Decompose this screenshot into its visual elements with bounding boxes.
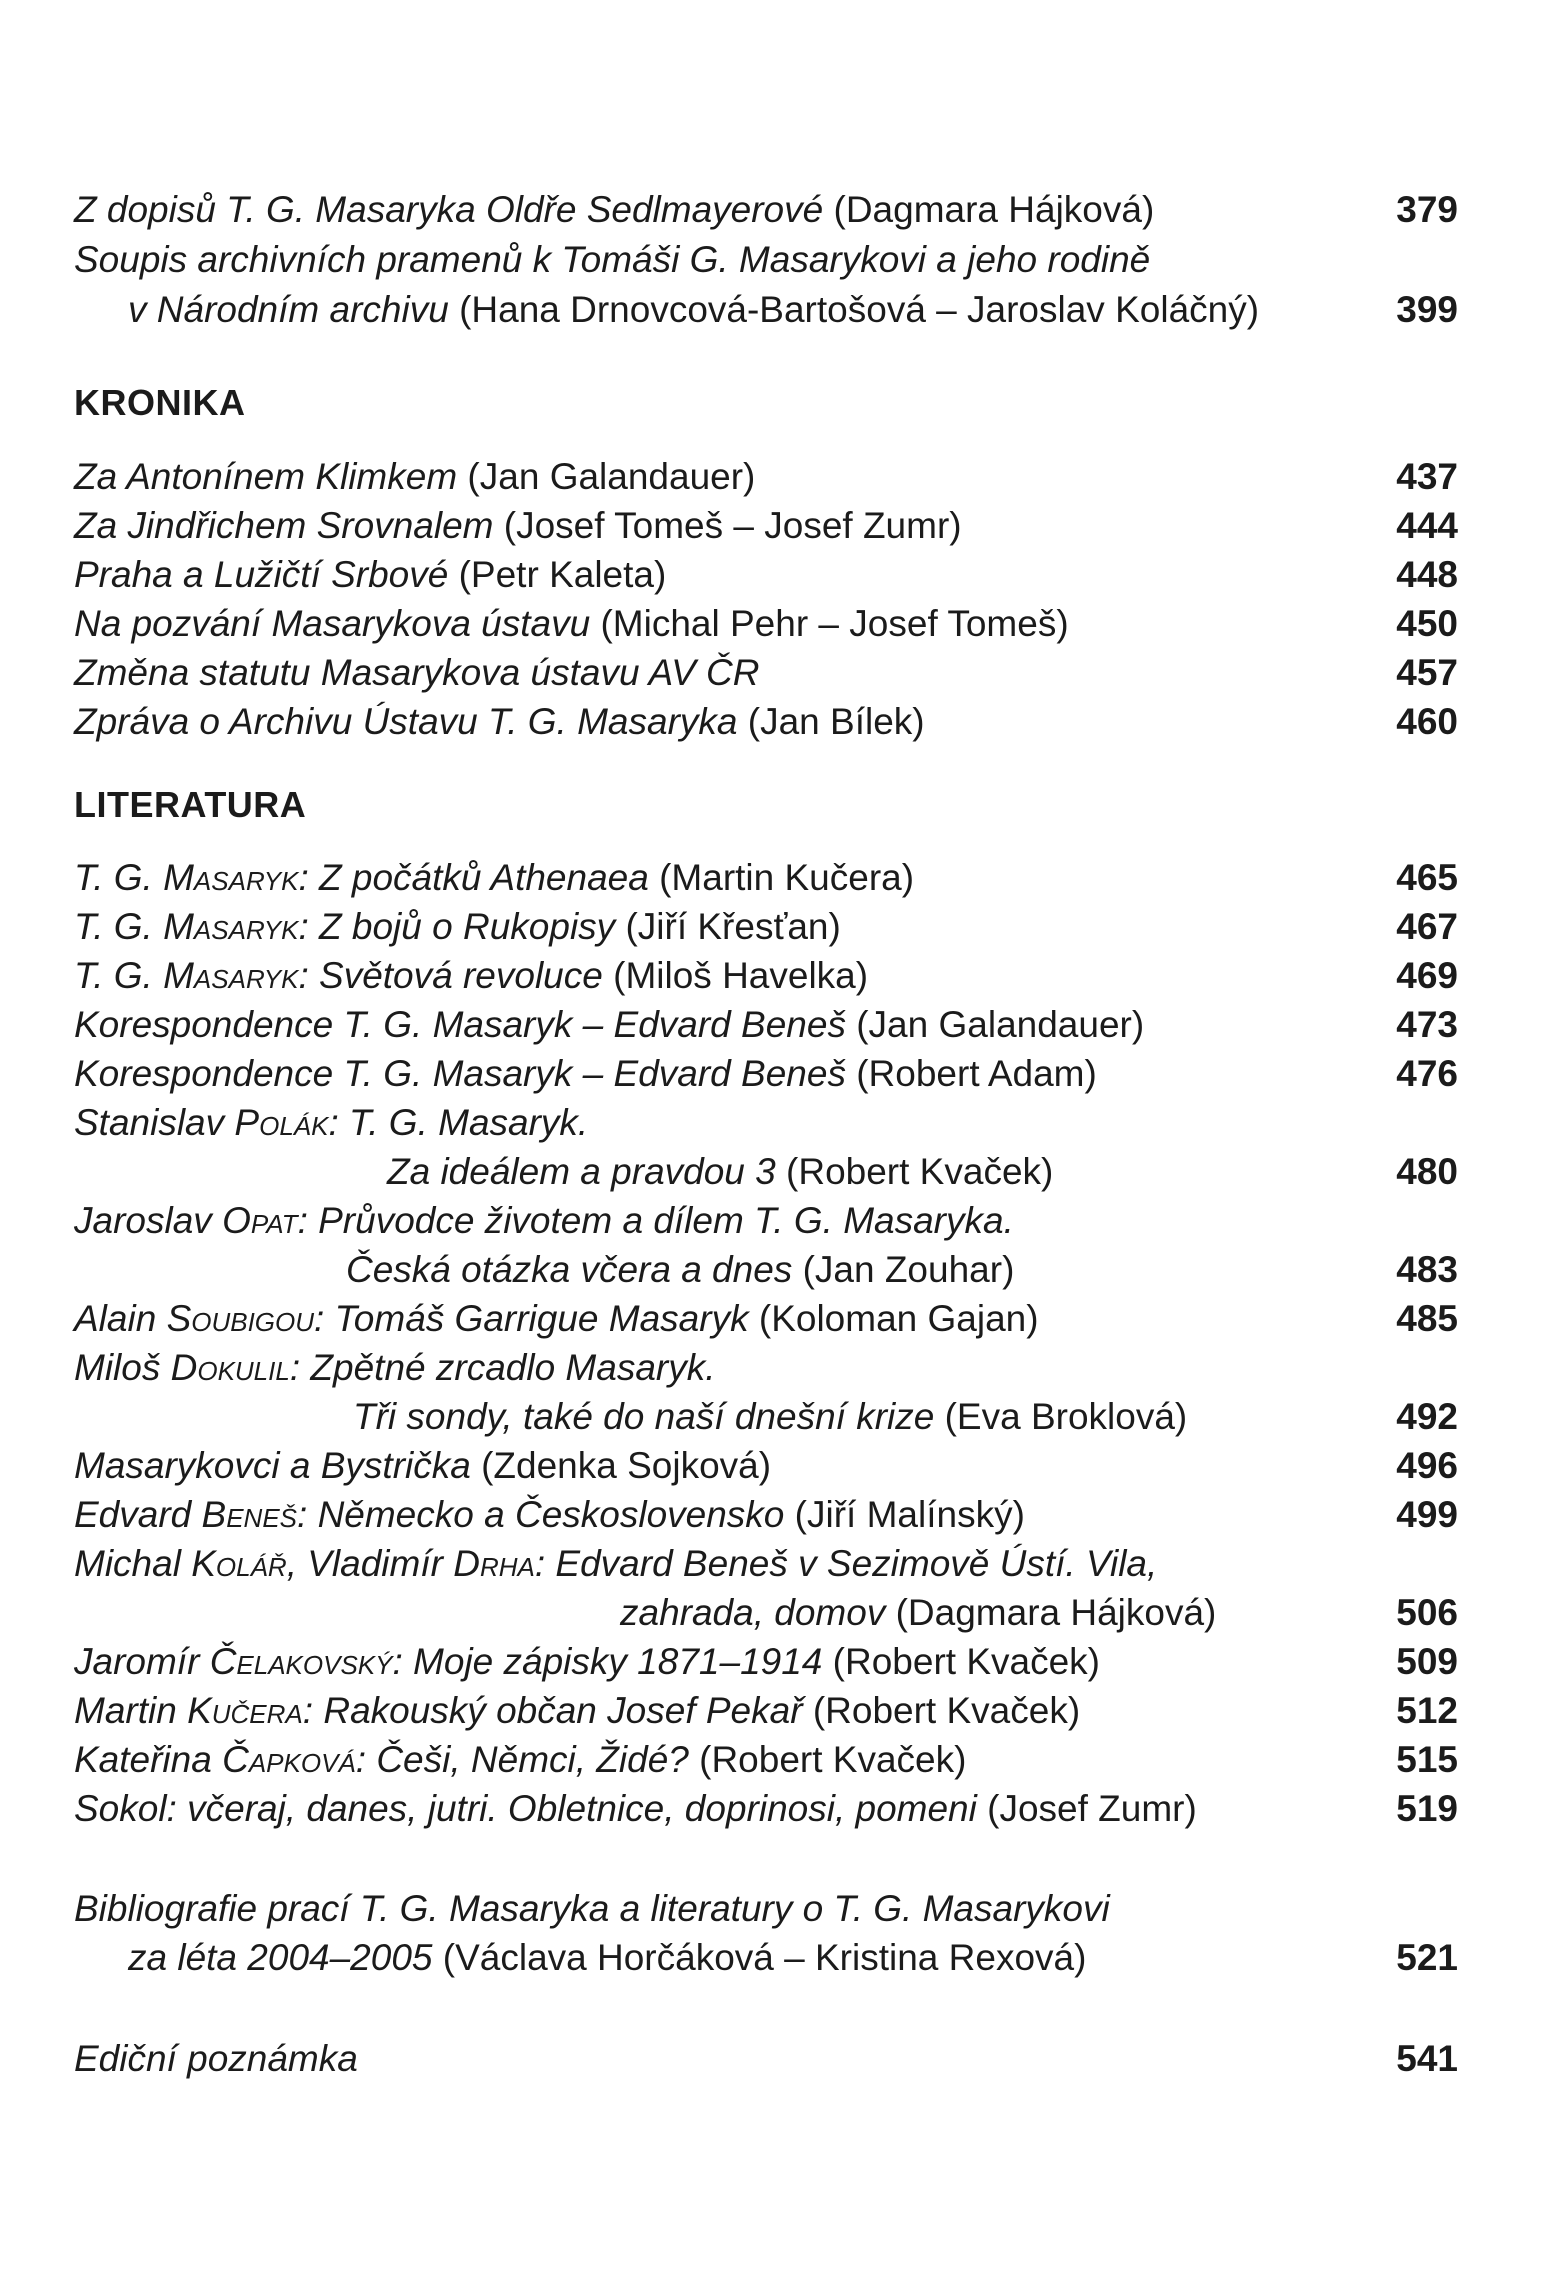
page-number: 465 [1396, 857, 1458, 898]
toc-entry[interactable] [74, 185, 1458, 235]
toc-entry[interactable] [74, 1294, 1458, 1344]
entry-reviewer: (Jiří Křesťan) [615, 906, 841, 947]
page-number: 444 [1396, 505, 1458, 546]
page-number: 492 [1396, 1396, 1458, 1437]
entry-reviewer: (Dagmara Hájková) [823, 189, 1155, 230]
toc-entry[interactable] [74, 697, 1458, 747]
section-heading-kronika: KRONIKA [74, 382, 246, 423]
entry-reviewer: (Michal Pehr – Josef Tomeš) [590, 603, 1069, 644]
entry-reviewer: (Robert Adam) [845, 1053, 1097, 1094]
entry-author: Kateřina Čapková: [74, 1739, 377, 1780]
entry-reviewer: (Miloš Havelka) [602, 955, 869, 996]
toc-entry[interactable] [74, 599, 1458, 649]
entry-author: Jaroslav Opat: [74, 1200, 319, 1241]
entry-reviewer: (Robert Kvaček) [822, 1641, 1100, 1682]
toc-entry[interactable] [74, 853, 1458, 903]
entry-author: T. G. Masaryk: [74, 857, 320, 898]
entry-reviewer: (Jiří Malínský) [784, 1494, 1025, 1535]
entry-author: T. G. Masaryk: [74, 955, 320, 996]
toc-entry-continuation[interactable] [74, 1392, 1458, 1442]
page-number: 485 [1396, 1298, 1458, 1339]
entry-title: Praha a Lužičtí Srbové [74, 554, 449, 595]
page-number: 476 [1396, 1053, 1458, 1094]
entry-author: T. G. Masaryk: [74, 906, 320, 947]
entry-title: Edvard Beneš v Sezimově Ústí. Vila, [555, 1543, 1158, 1584]
entry-title: Česká otázka včera a dnes [346, 1249, 793, 1290]
toc-entry-continuation[interactable] [74, 285, 1458, 335]
entry-reviewer: (Josef Tomeš – Josef Zumr) [493, 505, 962, 546]
entry-reviewer: (Dagmara Hájková) [885, 1592, 1217, 1633]
entry-title: Moje zápisky 1871–1914 [413, 1641, 823, 1682]
toc-entry-continuation[interactable] [74, 1147, 1458, 1197]
page-number: 512 [1396, 1690, 1458, 1731]
entry-title: Sokol: včeraj, danes, jutri. Obletnice, doprinosi, pomeni [74, 1788, 977, 1829]
entry-title: Korespondence T. G. Masaryk – Edvard Beneš [74, 1004, 846, 1045]
entry-reviewer: (Jan Galandauer) [457, 456, 756, 497]
page-number: 506 [1396, 1592, 1458, 1633]
entry-title: Z počátků Athenaea [319, 857, 649, 898]
entry-reviewer: (Robert Kvaček) [688, 1739, 967, 1780]
toc-entry[interactable] [74, 1539, 1458, 1589]
toc-entry[interactable] [74, 1000, 1458, 1050]
toc-entry[interactable] [74, 1196, 1458, 1246]
entry-title: Bibliografie prací T. G. Masaryka a literatury o T. G. Masarykovi [74, 1888, 1110, 1929]
page-number: 379 [1396, 189, 1458, 230]
page-number: 473 [1396, 1004, 1458, 1045]
toc-entry[interactable] [74, 1049, 1458, 1099]
toc-entry[interactable] [74, 2034, 1458, 2084]
entry-title: za léta 2004–2005 [128, 1937, 433, 1978]
entry-title: Průvodce životem a dílem T. G. Masaryka. [318, 1200, 1014, 1241]
page-number: 541 [1396, 2038, 1458, 2079]
entry-title: Světová revoluce [319, 955, 603, 996]
entry-author: Michal Kolář, Vladimír Drha: [74, 1543, 556, 1584]
entry-reviewer: (Hana Drnovcová-Bartošová – Jaroslav Koláčný) [448, 289, 1260, 330]
entry-author: Edvard Beneš: [74, 1494, 318, 1535]
page-number: 469 [1396, 955, 1458, 996]
toc-entry[interactable] [74, 1441, 1458, 1491]
toc-entry[interactable] [74, 1343, 1458, 1393]
page-number: 515 [1396, 1739, 1458, 1780]
entry-author: Stanislav Polák: [74, 1102, 350, 1143]
toc-entry[interactable] [74, 452, 1458, 502]
page-number: 450 [1396, 603, 1458, 644]
entry-reviewer: (Václava Horčáková – Kristina Rexová) [432, 1937, 1087, 1978]
toc-entry[interactable] [74, 1490, 1458, 1540]
entry-title: Tři sondy, také do naší dnešní krize [353, 1396, 935, 1437]
toc-entry[interactable] [74, 1784, 1458, 1834]
page-number: 457 [1396, 652, 1458, 693]
entry-reviewer: (Josef Zumr) [976, 1788, 1197, 1829]
toc-entry[interactable] [74, 550, 1458, 600]
toc-entry[interactable] [74, 1686, 1458, 1736]
entry-title: Změna statutu Masarykova ústavu AV ČR [74, 652, 760, 693]
toc-entry-continuation[interactable] [74, 1588, 1458, 1638]
page-number: 499 [1396, 1494, 1458, 1535]
toc-entry[interactable] [74, 1735, 1458, 1785]
entry-title: Češi, Němci, Židé? [376, 1739, 689, 1780]
entry-reviewer: (Jan Zouhar) [792, 1249, 1015, 1290]
entry-title: Ediční poznámka [74, 2038, 358, 2079]
entry-title: Korespondence T. G. Masaryk – Edvard Beneš [74, 1053, 846, 1094]
entry-title: Za Jindřichem Srovnalem [74, 505, 494, 546]
toc-entry[interactable] [74, 501, 1458, 551]
entry-author: Alain Soubigou: [74, 1298, 335, 1339]
toc-entry-continuation[interactable] [74, 1933, 1458, 1983]
toc-entry[interactable] [74, 902, 1458, 952]
entry-reviewer: (Koloman Gajan) [748, 1298, 1039, 1339]
entry-reviewer: (Robert Kvaček) [775, 1151, 1054, 1192]
entry-title: Rakouský občan Josef Pekař [323, 1690, 803, 1731]
toc-entry[interactable] [74, 1637, 1458, 1687]
entry-title: Masarykovci a Bystrička [74, 1445, 471, 1486]
entry-reviewer: (Jan Bílek) [737, 701, 925, 742]
entry-author: Miloš Dokulil: [74, 1347, 311, 1388]
page-number: 467 [1396, 906, 1458, 947]
entry-title: Na pozvání Masarykova ústavu [74, 603, 591, 644]
entry-title: Zpětné zrcadlo Masaryk. [310, 1347, 716, 1388]
entry-title: Německo a Československo [317, 1494, 785, 1535]
entry-title: Za ideálem a pravdou 3 [387, 1151, 776, 1192]
entry-title: Z dopisů T. G. Masaryka Oldře Sedlmayerové [74, 189, 824, 230]
page-number: 519 [1396, 1788, 1458, 1829]
toc-entry[interactable] [74, 1098, 1458, 1148]
page-number: 448 [1396, 554, 1458, 595]
page-number: 460 [1396, 701, 1458, 742]
entry-title: zahrada, domov [620, 1592, 886, 1633]
section-heading-literatura: LITERATURA [74, 784, 307, 825]
entry-reviewer: (Jan Galandauer) [845, 1004, 1145, 1045]
toc-page [74, 0, 1458, 2286]
entry-reviewer: (Robert Kvaček) [802, 1690, 1081, 1731]
page-number: 437 [1396, 456, 1458, 497]
entry-reviewer: (Petr Kaleta) [448, 554, 667, 595]
entry-reviewer: (Eva Broklová) [934, 1396, 1188, 1437]
page-number: 483 [1396, 1249, 1458, 1290]
entry-title: Soupis archivních pramenů k Tomáši G. Masarykovi a jeho rodině [74, 239, 1151, 280]
entry-title: v Národním archivu [128, 289, 449, 330]
page-number: 496 [1396, 1445, 1458, 1486]
entry-title: Za Antonínem Klimkem [74, 456, 458, 497]
toc-entry[interactable] [74, 951, 1458, 1001]
entry-title: Z bojů o Rukopisy [319, 906, 616, 947]
toc-entry[interactable] [74, 648, 1458, 698]
entry-author: Martin Kučera: [74, 1690, 324, 1731]
entry-author: Jaromír Čelakovský: [74, 1641, 414, 1682]
page-number: 480 [1396, 1151, 1458, 1192]
page-number: 521 [1396, 1937, 1458, 1978]
entry-reviewer: (Martin Kučera) [648, 857, 915, 898]
toc-entry-continuation[interactable] [74, 1245, 1458, 1295]
toc-entry[interactable] [74, 1884, 1458, 1934]
entry-reviewer: (Zdenka Sojková) [470, 1445, 772, 1486]
entry-title: Tomáš Garrigue Masaryk [334, 1298, 749, 1339]
page-number: 509 [1396, 1641, 1458, 1682]
page-number: 399 [1396, 289, 1458, 330]
toc-entry[interactable] [74, 235, 1458, 285]
entry-title: T. G. Masaryk. [349, 1102, 589, 1143]
entry-title: Zpráva o Archivu Ústavu T. G. Masaryka [74, 701, 738, 742]
